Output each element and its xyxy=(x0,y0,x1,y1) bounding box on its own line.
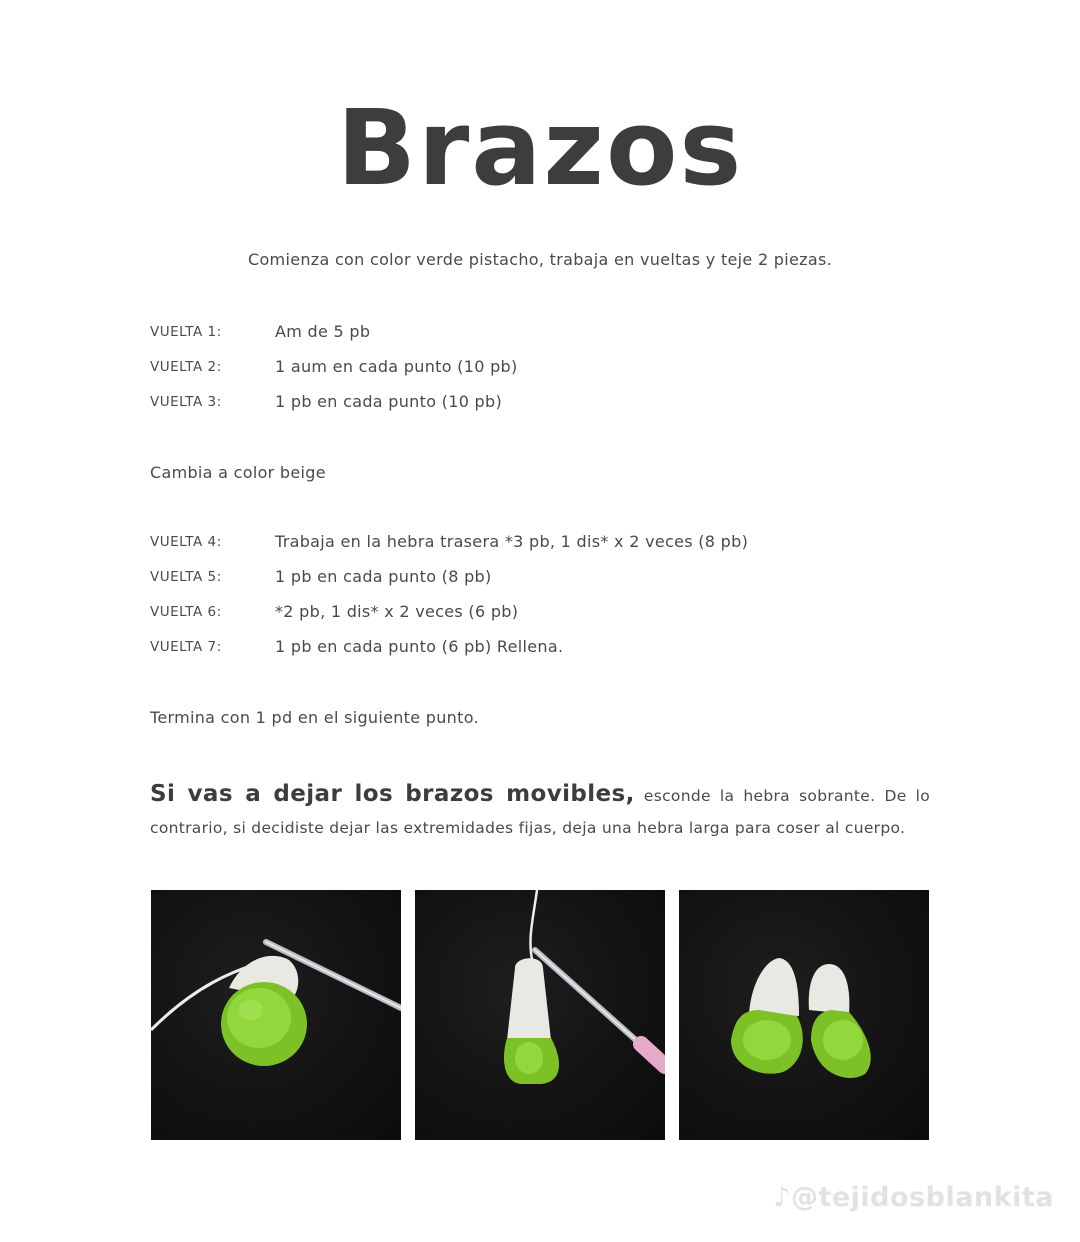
round-text: Am de 5 pb xyxy=(275,322,371,341)
round-text: Trabaja en la hebra trasera *3 pb, 1 dis* x 2 veces (8 pb) xyxy=(275,532,749,551)
round-label: VUELTA 6: xyxy=(150,604,222,620)
round-label: VUELTA 7: xyxy=(150,639,222,655)
round-label: VUELTA 1: xyxy=(150,324,222,340)
intro-text: Comienza con color verde pistacho, trabaja en vueltas y teje 2 piezas. xyxy=(248,250,832,269)
photo-arms-finished xyxy=(679,890,929,1140)
final-note xyxy=(150,778,930,844)
round-text: 1 pb en cada punto (8 pb) xyxy=(275,567,492,586)
round-text: *2 pb, 1 dis* x 2 veces (6 pb) xyxy=(275,602,519,621)
round-text: 1 pb en cada punto (10 pb) xyxy=(275,392,503,411)
photo-arm-start xyxy=(151,890,401,1140)
finish-note: Termina con 1 pd en el siguiente punto. xyxy=(150,708,479,727)
tiktok-watermark: ♪@tejidosblankita xyxy=(773,1182,1054,1213)
round-label: VUELTA 4: xyxy=(150,534,222,550)
round-text: 1 pb en cada punto (6 pb) Rellena. xyxy=(275,637,564,656)
round-text: 1 aum en cada punto (10 pb) xyxy=(275,357,518,376)
final-note-lead: Si vas a dejar los brazos movibles, xyxy=(150,781,635,807)
round-label: VUELTA 5: xyxy=(150,569,222,585)
round-label: VUELTA 2: xyxy=(150,359,222,375)
photo-arm-progress xyxy=(415,890,665,1140)
final-note-rest: esconde la hebra sobrante. De lo contrario, si decidiste dejar las extremidades fijas, deja una hebra larga para coser al cuerpo. xyxy=(150,787,931,837)
page-title: Brazos xyxy=(336,87,744,209)
round-label: VUELTA 3: xyxy=(150,394,222,410)
color-change-note: Cambia a color beige xyxy=(150,463,326,482)
